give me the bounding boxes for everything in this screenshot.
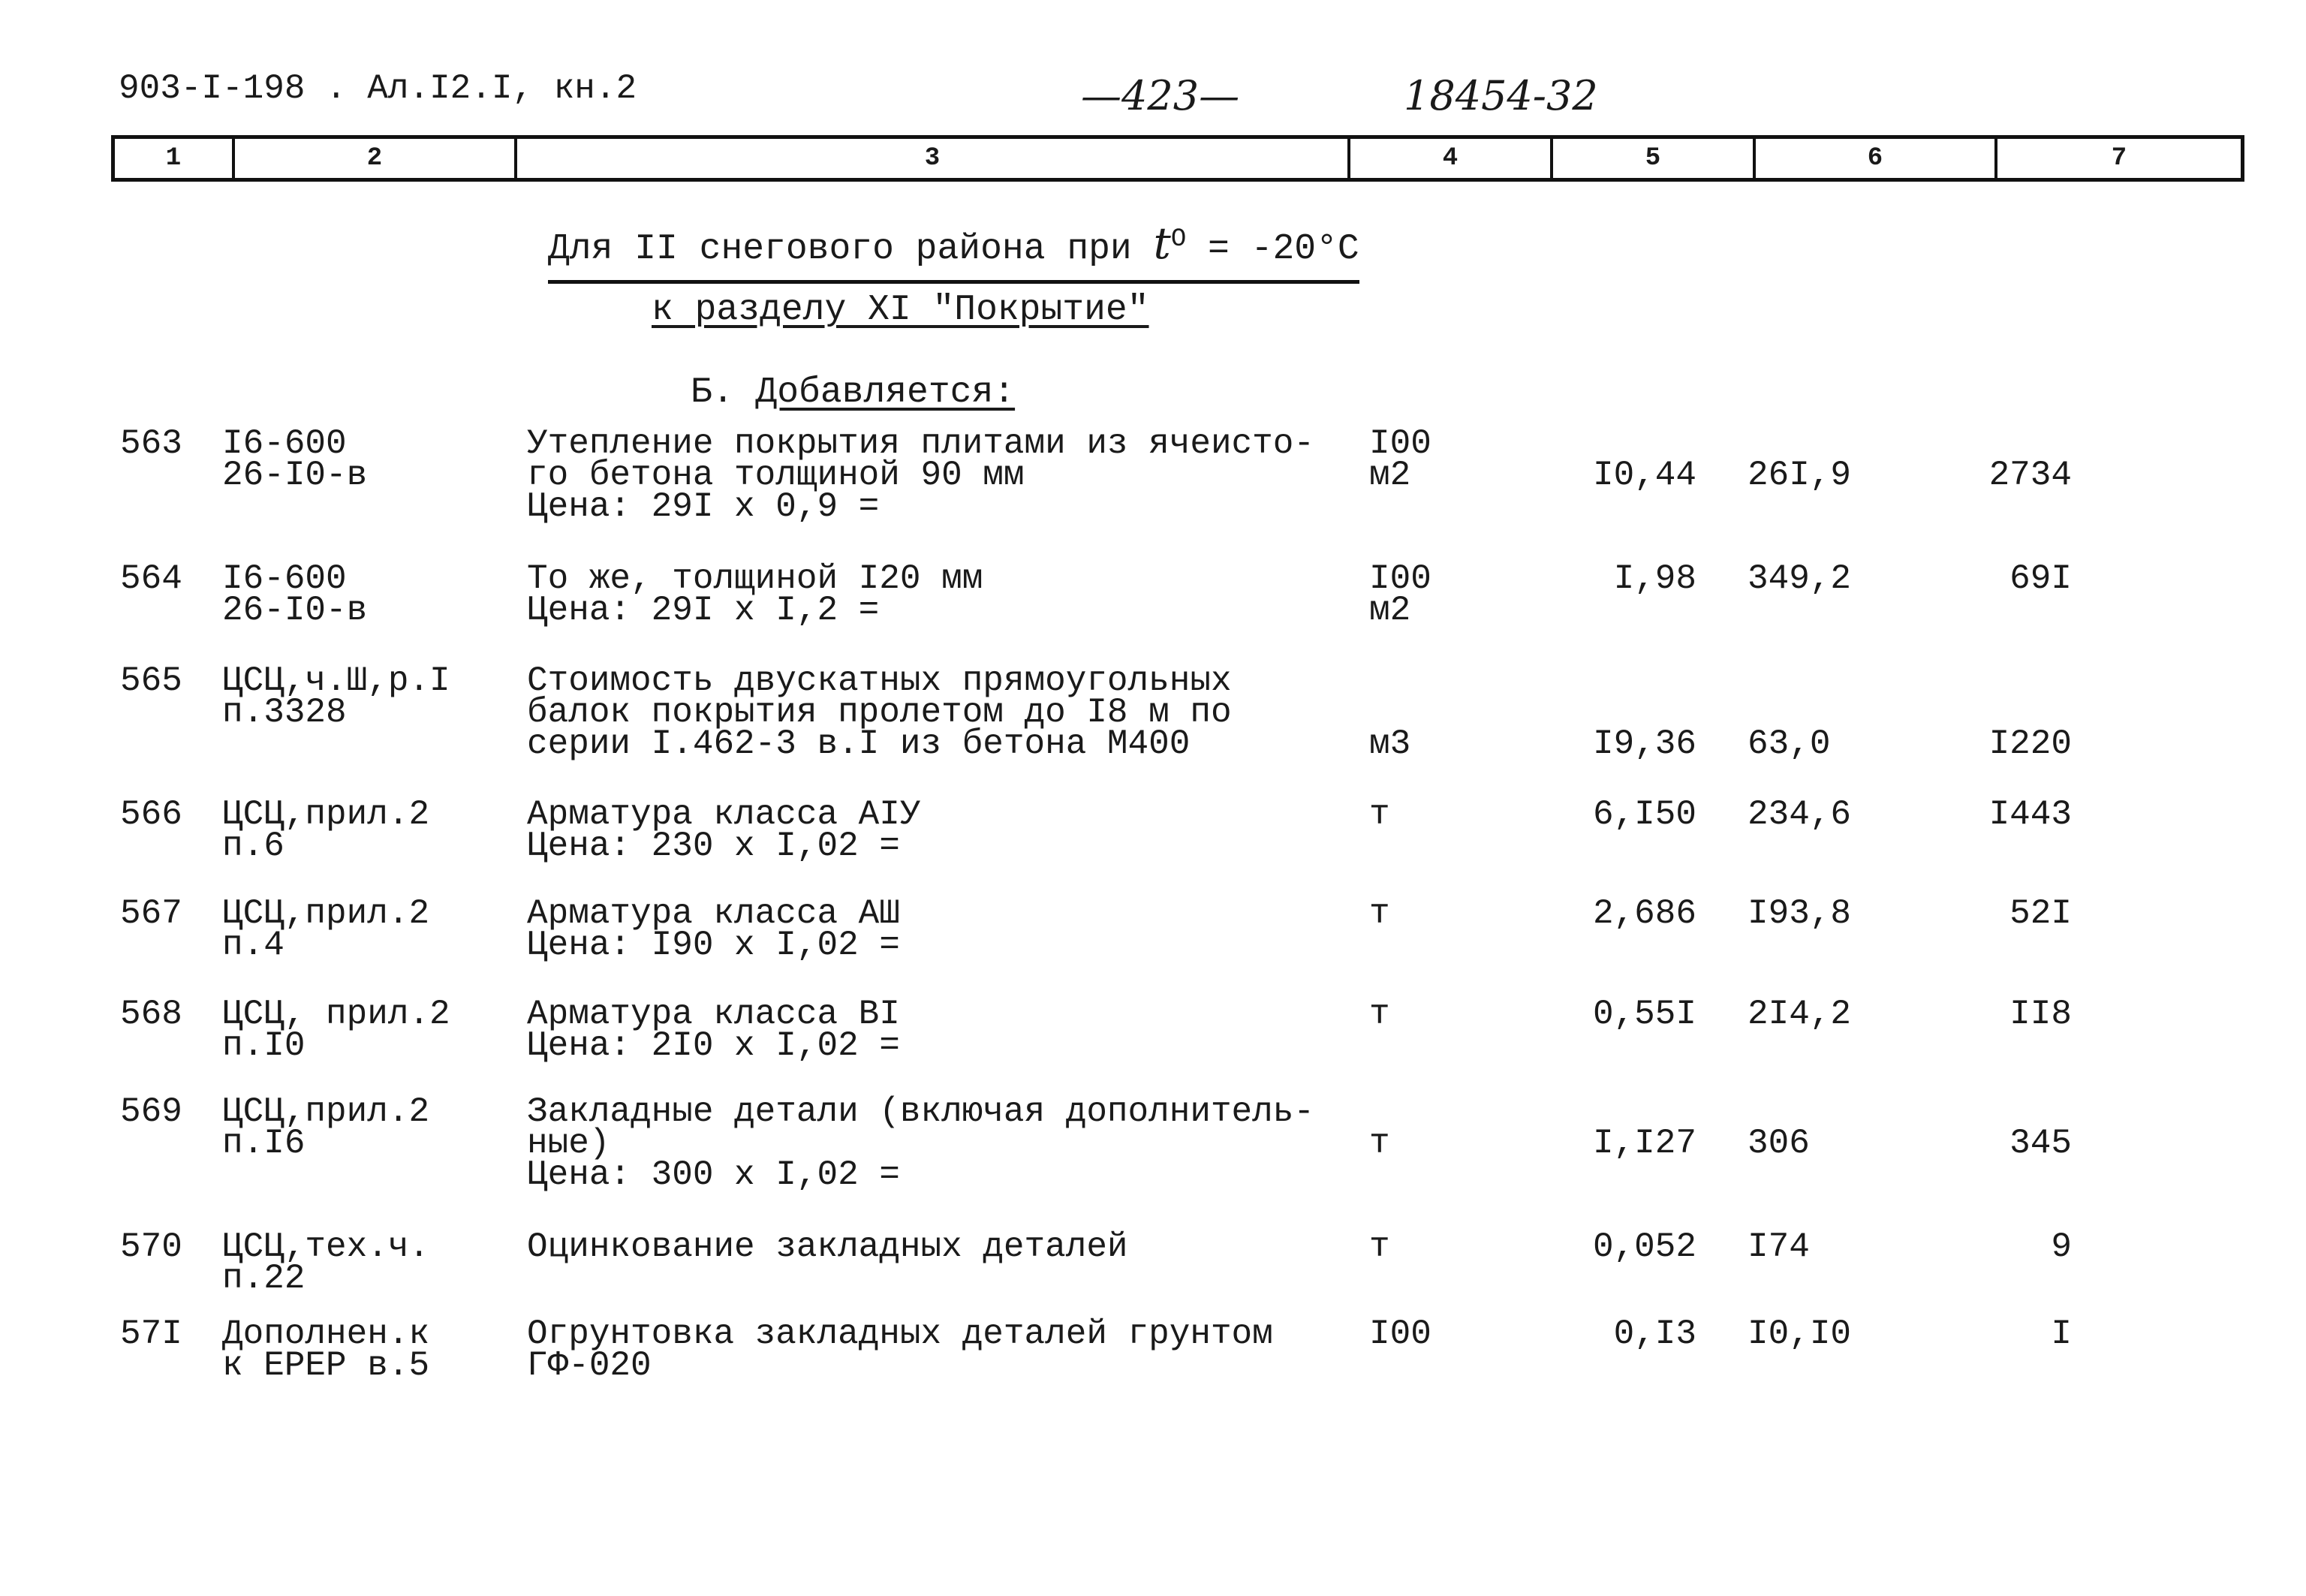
- section-heading: [691, 372, 1015, 413]
- row-unit: [1369, 424, 1431, 495]
- row-quantity: 6,I50: [1592, 795, 1696, 834]
- description-line: Цена: 300 x I,02 =: [527, 1155, 900, 1194]
- row-unit: т: [1369, 1227, 1390, 1266]
- row-cost: 69I: [2009, 559, 2072, 598]
- row-number: 569: [120, 1092, 182, 1131]
- section-title-suffix: = -20°C: [1186, 229, 1359, 270]
- row-unit-price: I74: [1748, 1227, 1810, 1266]
- description-line: ные): [527, 1124, 610, 1163]
- description-line: Цена: 230 x I,02 =: [527, 827, 900, 866]
- row-cost: I: [2051, 1314, 2072, 1354]
- description-line: Цена: 2I0 x I,02 =: [527, 1026, 900, 1065]
- description-line: серии I.462-3 в.I из бетона М400: [527, 724, 1191, 763]
- document-number: 18454-32: [1404, 72, 1598, 119]
- reference-line: ЦСЦ,прил.2: [222, 1092, 430, 1131]
- row-unit: м3: [1369, 724, 1411, 763]
- row-number: 568: [120, 995, 182, 1034]
- description-line: Арматура класса BI: [527, 995, 900, 1034]
- row-reference: [222, 795, 430, 866]
- row-reference: [222, 424, 368, 495]
- row-reference: [222, 995, 450, 1065]
- description-line: Закладные детали (включая дополнитель-: [527, 1092, 1314, 1131]
- row-unit-price: 26I,9: [1748, 456, 1852, 495]
- row-number: 567: [120, 894, 182, 933]
- column-number-row: [111, 135, 2244, 182]
- section-heading-prefix: Б.: [691, 372, 756, 413]
- column-number: 1: [115, 139, 235, 178]
- row-unit-price: 349,2: [1748, 559, 1852, 598]
- reference-line: п.4: [222, 926, 284, 965]
- row-description: [527, 1092, 1314, 1194]
- row-quantity: 2,686: [1592, 894, 1696, 933]
- reference-line: ЦСЦ,ч.Ш,р.I: [222, 661, 450, 700]
- section-title-prefix: Для II снегового района при: [548, 229, 1154, 270]
- description-line: Цена: 29I x 0,9 =: [527, 487, 880, 526]
- column-number: 5: [1553, 139, 1756, 178]
- description-line: Арматура класса АШ: [527, 894, 900, 933]
- column-number: 7: [2111, 144, 2127, 173]
- reference-line: 26-I0-в: [222, 591, 368, 630]
- row-description: [527, 795, 921, 866]
- section-heading-underlined: Добавляется:: [755, 372, 1016, 413]
- row-reference: [222, 559, 368, 630]
- reference-line: п.22: [222, 1259, 306, 1298]
- section-title: [548, 218, 1359, 284]
- description-line: Цена: I90 x I,02 =: [527, 926, 900, 965]
- row-description: [527, 1314, 1273, 1385]
- row-quantity: 0,55I: [1592, 995, 1696, 1034]
- row-unit: I00: [1369, 1314, 1431, 1354]
- row-reference: [222, 1092, 430, 1163]
- row-description: [527, 995, 900, 1065]
- row-reference: [222, 1314, 430, 1385]
- reference-line: п.3328: [222, 693, 347, 732]
- reference-line: Дополнен.к: [222, 1314, 430, 1354]
- page-number: —423—: [1081, 72, 1240, 119]
- row-number: 57I: [120, 1314, 182, 1354]
- row-unit: т: [1369, 795, 1390, 834]
- row-quantity: 0,I3: [1613, 1314, 1696, 1354]
- row-number: 563: [120, 424, 182, 463]
- row-unit: т: [1369, 1124, 1390, 1163]
- reference-line: ЦСЦ,тех.ч.: [222, 1227, 430, 1266]
- description-line: Цена: 29I x I,2 =: [527, 591, 880, 630]
- row-number: 564: [120, 559, 182, 598]
- description-line: Утепление покрытия плитами из ячеисто-: [527, 424, 1314, 463]
- description-line: ГФ-020: [527, 1346, 652, 1385]
- reference-line: ЦСЦ, прил.2: [222, 995, 450, 1034]
- temperature-symbol: t: [1153, 218, 1171, 269]
- row-quantity: I9,36: [1592, 724, 1696, 763]
- unit-line: м2: [1369, 591, 1411, 630]
- row-unit-price: 63,0: [1748, 724, 1831, 763]
- reference-line: 26-I0-в: [222, 456, 368, 495]
- section-subtitle: к разделу XI "Покрытие": [652, 290, 1149, 330]
- row-quantity: 0,052: [1592, 1227, 1696, 1266]
- reference-line: к ЕРЕР в.5: [222, 1346, 430, 1385]
- row-reference: [222, 894, 430, 965]
- row-cost: 345: [2009, 1124, 2072, 1163]
- row-description: [527, 894, 900, 965]
- description-line: балок покрытия пролетом до I8 м по: [527, 693, 1232, 732]
- row-number: 565: [120, 661, 182, 700]
- row-cost: I220: [1988, 724, 2072, 763]
- row-unit-price: 306: [1748, 1124, 1810, 1163]
- column-number: 4: [1350, 139, 1553, 178]
- column-number: 2: [235, 139, 517, 178]
- column-number: 6: [1756, 139, 1997, 178]
- document-code: 903-I-198 . Ал.I2.I, кн.2: [119, 69, 637, 108]
- reference-line: I6-600: [222, 559, 347, 598]
- unit-line: м2: [1369, 456, 1411, 495]
- column-number: 3: [517, 139, 1350, 178]
- description-line: Арматура класса АIУ: [527, 795, 921, 834]
- reference-line: ЦСЦ,прил.2: [222, 894, 430, 933]
- row-unit: т: [1369, 995, 1390, 1034]
- reference-line: п.I6: [222, 1124, 306, 1163]
- row-unit: [1369, 559, 1431, 630]
- row-description: Оцинкование закладных деталей: [527, 1227, 1128, 1266]
- description-line: Стоимость двускатных прямоугольных: [527, 661, 1232, 700]
- row-unit: т: [1369, 894, 1390, 933]
- temperature-superscript: O: [1170, 225, 1187, 254]
- row-number: 570: [120, 1227, 182, 1266]
- row-reference: [222, 661, 450, 732]
- row-unit-price: I93,8: [1748, 894, 1852, 933]
- description-line: Огрунтовка закладных деталей грунтом: [527, 1314, 1273, 1354]
- row-description: [527, 661, 1232, 763]
- reference-line: п.6: [222, 827, 284, 866]
- row-cost: 52I: [2009, 894, 2072, 933]
- row-description: [527, 424, 1314, 526]
- reference-line: п.I0: [222, 1026, 306, 1065]
- row-cost: 2734: [1988, 456, 2072, 495]
- row-unit-price: I0,I0: [1748, 1314, 1852, 1354]
- row-quantity: I,98: [1613, 559, 1696, 598]
- reference-line: ЦСЦ,прил.2: [222, 795, 430, 834]
- row-cost: 9: [2051, 1227, 2072, 1266]
- row-description: [527, 559, 983, 630]
- row-cost: II8: [2009, 995, 2072, 1034]
- row-quantity: I0,44: [1592, 456, 1696, 495]
- row-unit-price: 234,6: [1748, 795, 1852, 834]
- unit-line: I00: [1369, 424, 1431, 463]
- reference-line: I6-600: [222, 424, 347, 463]
- row-unit-price: 2I4,2: [1748, 995, 1852, 1034]
- row-reference: [222, 1227, 430, 1298]
- description-line: То же, толщиной I20 мм: [527, 559, 983, 598]
- description-line: го бетона толщиной 90 мм: [527, 456, 1025, 495]
- unit-line: I00: [1369, 559, 1431, 598]
- row-quantity: I,I27: [1592, 1124, 1696, 1163]
- row-cost: I443: [1988, 795, 2072, 834]
- row-number: 566: [120, 795, 182, 834]
